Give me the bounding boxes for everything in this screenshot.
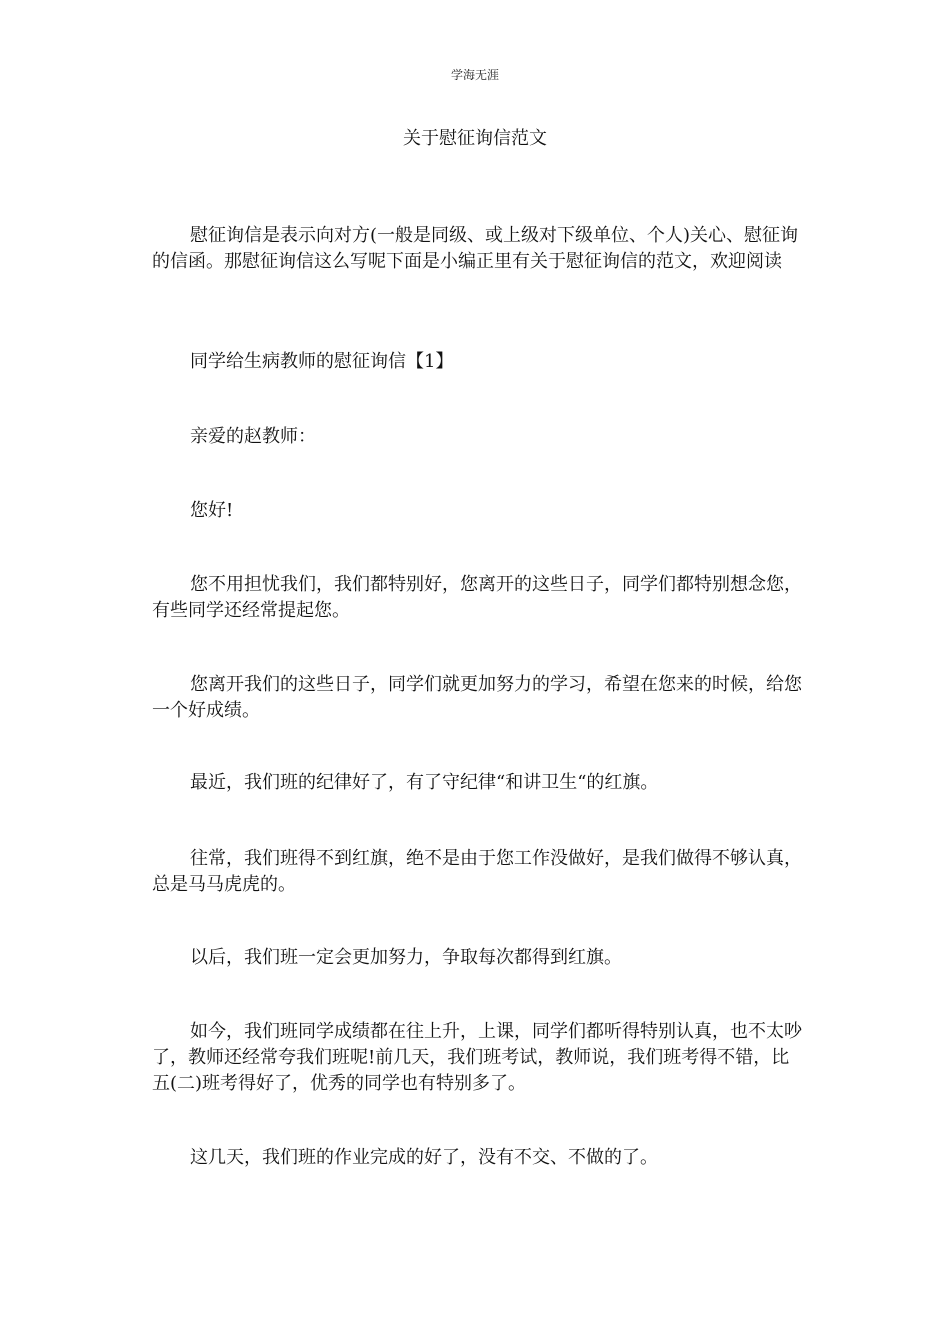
paragraph-salutation xyxy=(152,424,802,450)
paragraph-body xyxy=(152,945,802,971)
paragraph-text: 亲爱的赵教师： xyxy=(190,426,316,447)
paragraph-text: 以后，我们班一定会更加努力，争取每次都得到红旗。 xyxy=(190,947,622,968)
paragraph-body xyxy=(152,672,802,724)
paragraph-letter-heading xyxy=(152,349,802,375)
paragraph-text: 这几天，我们班的作业完成的好了，没有不交、不做的了。 xyxy=(190,1147,658,1168)
paragraph-text: 您离开我们的这些日子，同学们就更加努力的学习，希望在您来的时候，给您一个好成绩。 xyxy=(152,674,802,721)
paragraph-body xyxy=(152,1145,802,1171)
paragraph-text: 如今，我们班同学成绩都在往上升，上课，同学们都听得特别认真，也不太吵了，教师还经常夸我们班呢!前几天，我们班考试，教师说，我们班考得不错，比五(二)班考得好了，优秀的同学也有特别多了。 xyxy=(152,1021,802,1094)
paragraph-text: 您好! xyxy=(190,500,234,521)
page-header: 学海无涯 xyxy=(450,68,499,82)
paragraph-greeting xyxy=(152,498,802,524)
paragraph-text: 同学给生病教师的慰征询信【1】 xyxy=(190,351,454,372)
paragraph-body xyxy=(152,770,802,796)
paragraph-body xyxy=(152,572,802,624)
paragraph-intro xyxy=(152,223,802,275)
paragraph-body xyxy=(152,846,802,898)
document-title: 关于慰征询信范文 xyxy=(403,128,547,149)
paragraph-text: 最近，我们班的纪律好了，有了守纪律“和讲卫生“的红旗。 xyxy=(190,772,659,793)
paragraph-text: 慰征询信是表示向对方(一般是同级、或上级对下级单位、个人)关心、慰征询的信函。那慰征询信这么写呢下面是小编正里有关于慰征询信的范文，欢迎阅读 xyxy=(152,225,799,272)
paragraph-body xyxy=(152,1019,802,1097)
paragraph-text: 往常，我们班得不到红旗，绝不是由于您工作没做好，是我们做得不够认真，总是马马虎虎的。 xyxy=(152,848,802,895)
paragraph-text: 您不用担忧我们，我们都特别好，您离开的这些日子，同学们都特别想念您，有些同学还经常提起您。 xyxy=(152,574,802,621)
